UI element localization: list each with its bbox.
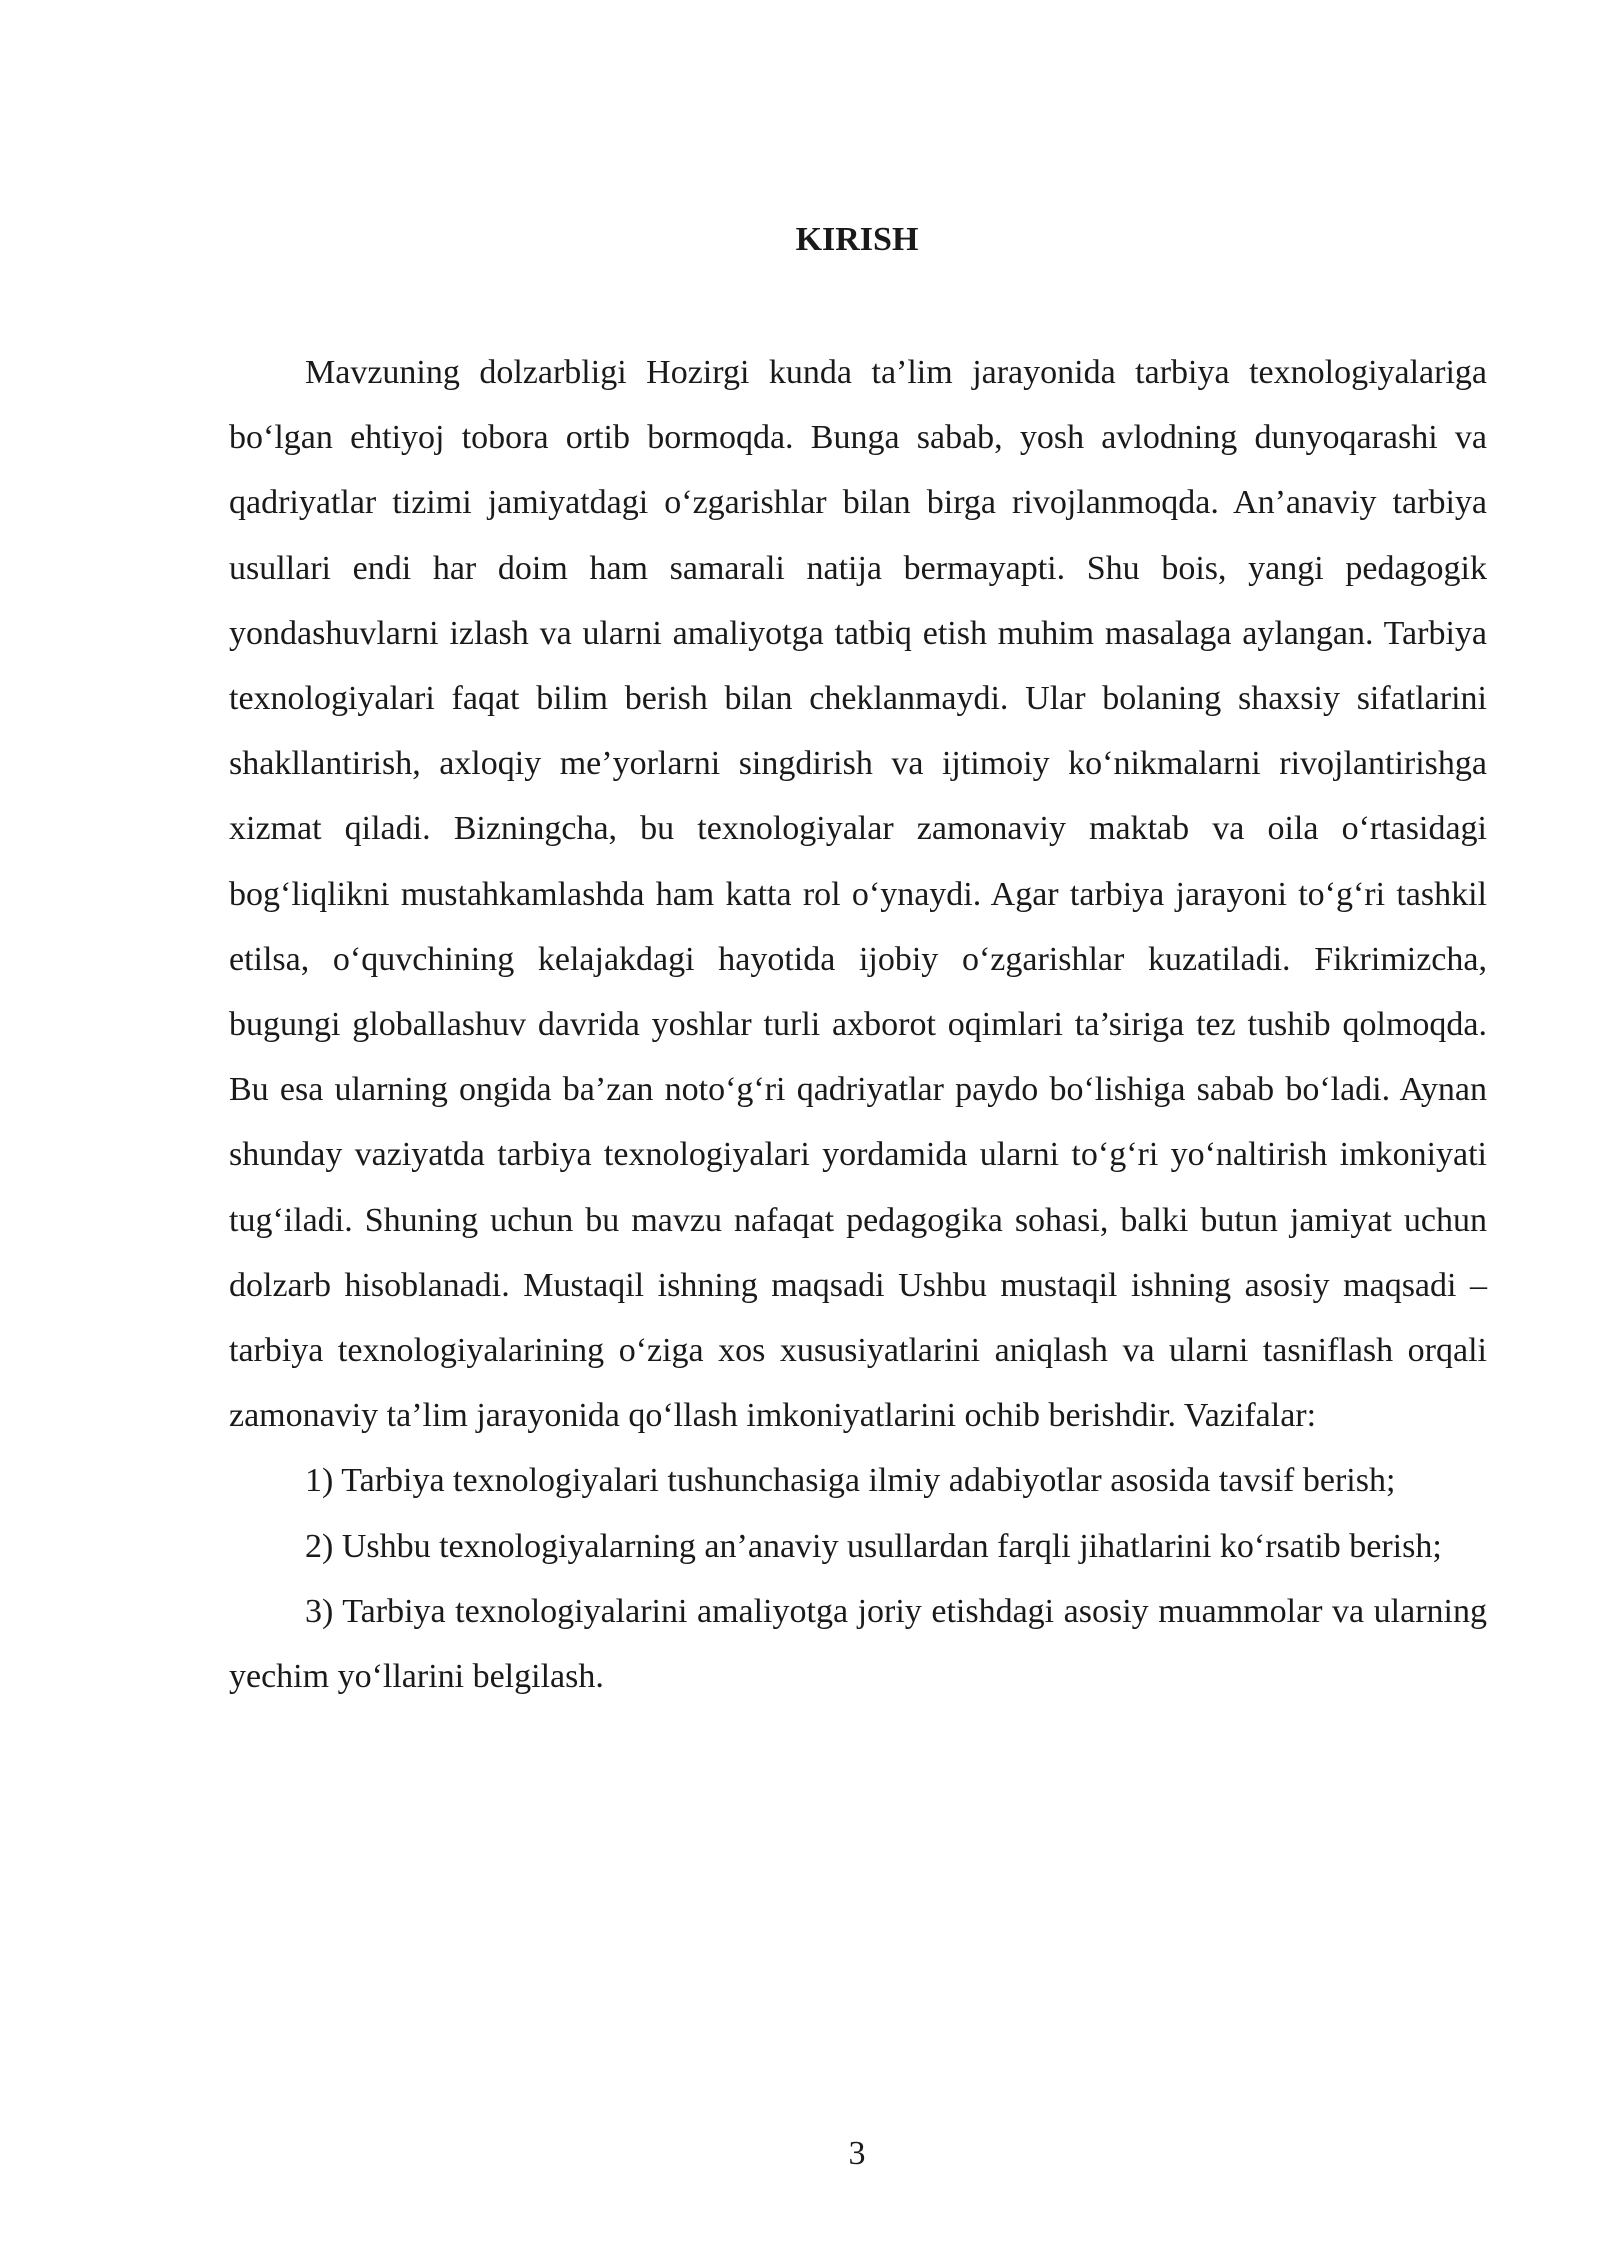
paragraph-task-3: 3) Tarbiya texnologiyalarini amaliyotga joriy etishdagi asosiy muammolar va ularning yechim yo‘llarini belgilash. — [229, 1592, 1487, 1696]
section-title: KIRISH — [795, 221, 919, 258]
paragraph-intro: Mavzuning dolzarbligi Hozirgi kunda ta’lim jarayonida tarbiya texnologiyalariga bo‘lgan ehtiyoj tobora ortib bormoqda. Bunga sabab, yosh avlodning dunyoqarashi va qadriyatlar tizimi jamiyatdagi o‘zgarishlar bilan birga rivojlanmoqda. An’anaviy tarbiya usullari endi har doim ham samarali natija bermayapti. Shu bois, yangi pedagogik yondashuvlarni izlash va ularni amaliyotga tatbiq etish muhim masalaga aylangan. Tarbiya texnologiyalari faqat bilim berish bilan cheklanmaydi. Ular bolaning shaxsiy sifatlarini shakllantirish, axloqiy me’yorlarni singdirish va ijtimoiy ko‘nikmalarni rivojlantirishga xizmat qiladi. Bizningcha, bu texnologiyalar zamonaviy maktab va oila o‘rtasidagi bog‘liqlikni mustahkamlashda ham katta rol o‘ynaydi. Agar tarbiya jarayoni to‘g‘ri tashkil etilsa, o‘quvchining kelajakdagi hayotida ijobiy o‘zgarishlar kuzatiladi. Fikrimizcha, bugungi globallashuv davrida yoshlar turli axborot oqimlari ta’siriga tez tushib qolmoqda. Bu esa ularning ongida ba’zan noto‘g‘ri qadriyatlar paydo bo‘lishiga sabab bo‘ladi. Aynan shunday vaziyatda tarbiya texnologiyalari yordamida ularni to‘g‘ri yo‘naltirish imkoniyati tug‘iladi. Shuning uchun bu mavzu nafaqat pedagogika sohasi, balki butun jamiyat uchun dolzarb hisoblanadi. Mustaqil ishning maqsadi Ushbu mustaqil ishning asosiy maqsadi – tarbiya texnologiyalarining o‘ziga xos xususiyatlarini aniqlash va ularni tasniflash orqali zamonaviy ta’lim jarayonida qo‘llash imkoniyatlarini ochib berishdir. Vazifalar: — [229, 354, 1487, 1435]
body-text — [229, 340, 1487, 1709]
paragraph-task-1: 1) Tarbiya texnologiyalari tushunchasiga ilmiy adabiyotlar asosida tavsif berish; — [305, 1462, 1396, 1500]
paragraph-task-2: 2) Ushbu texnologiyalarning an’anaviy usullardan farqli jihatlarini ko‘rsatib berish; — [305, 1527, 1442, 1565]
page-number: 3 — [848, 2135, 866, 2172]
